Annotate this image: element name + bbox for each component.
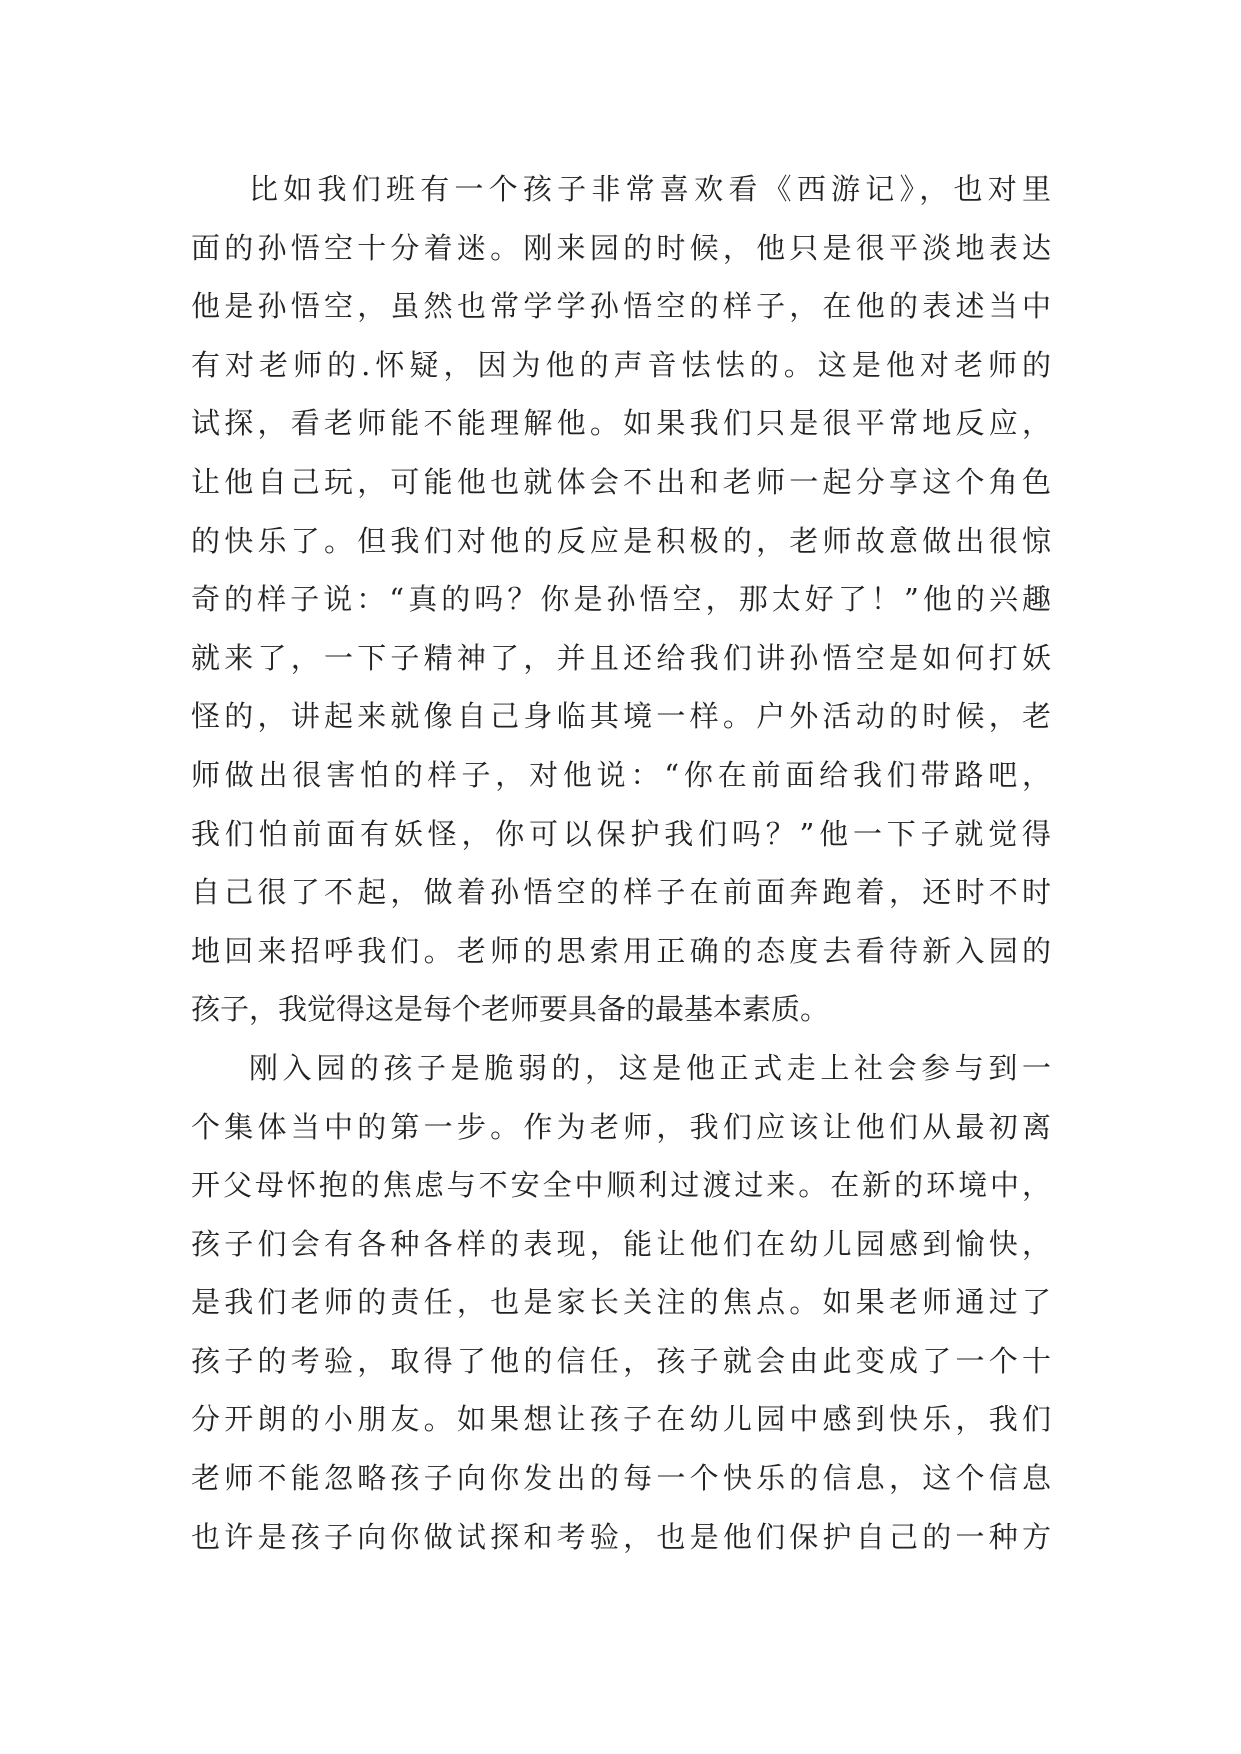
text-line: 师做出很害怕的样子，对他说：“你在前面给我们带路吧， [191, 757, 1051, 792]
text-line: 怪的，讲起来就像自己身临其境一样。户外活动的时候，老 [191, 699, 1051, 734]
text-line: 比如我们班有一个孩子非常喜欢看《西游记》，也对里 [249, 172, 1051, 206]
text-line: 是我们老师的责任，也是家长关注的焦点。如果老师通过了 [191, 1285, 1051, 1320]
text-line: 有对老师的.怀疑，因为他的声音怯怯的。这是他对老师的 [191, 347, 1051, 382]
text-line: 刚入园的孩子是脆弱的，这是他正式走上社会参与到一 [249, 1050, 1051, 1085]
document-body [191, 160, 1051, 1566]
text-line: 面的孙悟空十分着迷。刚来园的时候，他只是很平淡地表达 [191, 230, 1051, 265]
text-line: 试探，看老师能不能理解他。如果我们只是很平常地反应， [191, 406, 1051, 441]
text-line: 他是孙悟空，虽然也常学学孙悟空的样子，在他的表述当中 [191, 289, 1051, 324]
text-line: 自己很了不起，做着孙悟空的样子在前面奔跑着，还时不时 [191, 875, 1051, 910]
text-line: 孩子的考验，取得了他的信任，孩子就会由此变成了一个十 [191, 1343, 1051, 1378]
text-line: 老师不能忽略孩子向你发出的每一个快乐的信息，这个信息 [191, 1461, 1051, 1496]
text-line: 的快乐了。但我们对他的反应是积极的，老师故意做出很惊 [191, 523, 1051, 558]
text-line: 地回来招呼我们。老师的思索用正确的态度去看待新入园的 [191, 933, 1051, 968]
text-line: 奇的样子说：“真的吗？你是孙悟空，那太好了！”他的兴趣 [191, 582, 1051, 617]
text-line: 也许是孩子向你做试探和考验，也是他们保护自己的一种方 [191, 1519, 1051, 1554]
paragraph-1 [191, 160, 1051, 1039]
text-line: 让他自己玩，可能他也就体会不出和老师一起分享这个角色 [191, 464, 1051, 499]
text-line: 开父母怀抱的焦虑与不安全中顺利过渡过来。在新的环境中， [191, 1168, 1051, 1203]
text-line: 就来了，一下子精神了，并且还给我们讲孙悟空是如何打妖 [191, 640, 1051, 675]
paragraph-2 [191, 1039, 1051, 1566]
text-line: 分开朗的小朋友。如果想让孩子在幼儿园中感到快乐，我们 [191, 1402, 1051, 1437]
text-line: 个集体当中的第一步。作为老师，我们应该让他们从最初离 [191, 1109, 1051, 1144]
text-line: 孩子们会有各种各样的表现，能让他们在幼儿园感到愉快， [191, 1226, 1051, 1261]
text-line: 孩子，我觉得这是每个老师要具备的最基本素质。 [191, 992, 830, 1027]
text-line: 我们怕前面有妖怪，你可以保护我们吗？”他一下子就觉得 [191, 816, 1051, 851]
